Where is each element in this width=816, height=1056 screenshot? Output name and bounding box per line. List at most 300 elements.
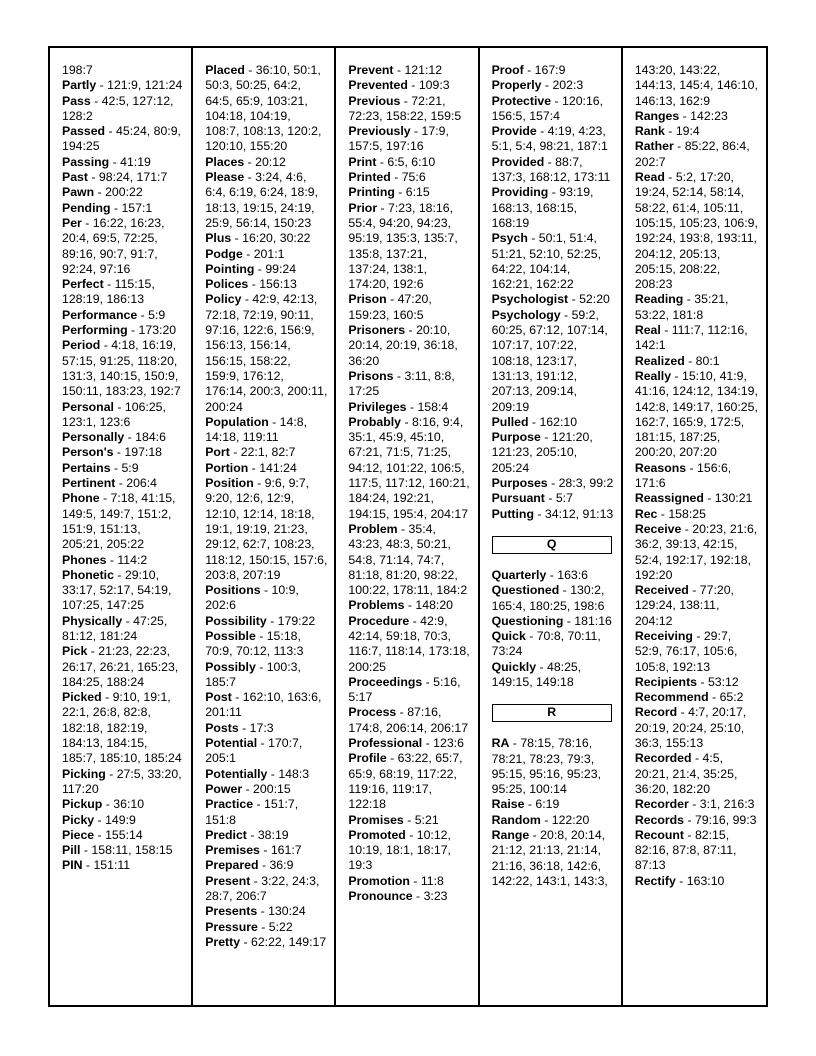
- index-entry: Phones - 114:2: [62, 552, 148, 567]
- index-entry: Printing - 6:15: [348, 185, 430, 200]
- index-entry: Polices - 156:13: [205, 277, 297, 292]
- index-term: Recorded: [634, 751, 692, 766]
- index-term: Pressure: [205, 919, 258, 934]
- index-term: Received: [634, 583, 689, 598]
- index-term: Potential: [205, 736, 258, 751]
- page-line-refs: 3:1, 216:3: [699, 797, 755, 812]
- index-term: Psychologist: [491, 292, 569, 307]
- page-line-refs: 114:2: [117, 552, 148, 567]
- index-entry: Reassigned - 130:21: [634, 491, 753, 506]
- index-entry: Posts - 17:3: [205, 720, 274, 735]
- page-line-refs: 4:18, 16:19, 57:15, 91:25, 118:20, 131:3, 140:15, 150:9, 150:11, 183:23, 192:7: [62, 338, 181, 399]
- page-line-refs: 21:23, 22:23, 26:17, 26:21, 165:23, 184:25, 188:24: [62, 644, 179, 689]
- page-line-refs: 143:20, 143:22, 144:13, 145:4, 146:10, 146:13, 162:9: [634, 63, 758, 108]
- index-term: Personally: [62, 430, 125, 445]
- index-entry: Received - 77:20, 129:24, 138:11, 204:12: [634, 583, 734, 628]
- index-entry: Positions - 10:9, 202:6: [205, 583, 299, 613]
- index-term: Purposes: [491, 476, 548, 491]
- page-line-refs: 151:11: [93, 858, 131, 873]
- index-entry: Providing - 93:19, 168:13, 168:15, 168:19: [491, 185, 594, 230]
- index-entry: Per - 16:22, 16:23, 20:4, 69:5, 72:25, 89:16, 90:7, 91:7, 92:24, 97:16: [62, 215, 165, 276]
- index-entry: Post - 162:10, 163:6, 201:11: [205, 690, 322, 720]
- index-term: Reassigned: [634, 491, 704, 506]
- index-term: Psychology: [491, 307, 561, 322]
- index-entry: [635, 63, 759, 109]
- page-line-refs: 28:3, 99:2: [558, 476, 614, 491]
- page-line-refs: 93:19, 168:13, 168:15, 168:19: [491, 185, 594, 230]
- page-line-refs: 10:9, 202:6: [205, 583, 299, 613]
- index-entry: [62, 63, 184, 78]
- index-entry: Profile - 63:22, 65:7, 65:9, 68:19, 117:22, 119:16, 119:17, 122:18: [348, 751, 463, 812]
- index-entry: Potentially - 148:3: [205, 766, 310, 781]
- index-term: Pretty: [205, 934, 241, 949]
- page-line-refs: 121:20, 121:23, 205:10, 205:24: [491, 430, 593, 475]
- page-line-refs: 42:9, 42:14, 59:18, 70:3, 116:7, 118:14, 173:18, 200:25: [348, 613, 470, 674]
- page-line-refs: 3:23: [423, 889, 448, 904]
- index-term: Reasons: [634, 460, 687, 475]
- index-term: Pursuant: [491, 491, 545, 506]
- page-line-refs: 173:20: [138, 323, 177, 338]
- page-line-refs: 47:20, 159:23, 160:5: [348, 292, 432, 322]
- index-term: Real: [634, 323, 661, 338]
- index-term: Printed: [348, 170, 391, 185]
- index-term: Person's: [62, 445, 114, 460]
- page-line-refs: 149:9: [105, 812, 136, 827]
- index-term: Provided: [491, 154, 545, 169]
- index-entry: Pawn - 200:22: [62, 185, 143, 200]
- page-line-refs: 53:12: [707, 674, 739, 689]
- page-line-refs: 9:6, 9:7, 9:20, 12:6, 12:9, 12:10, 12:14, 18:18, 19:1, 19:19, 21:23, 29:12, 62:7, 108:23, 118:12, 150:15, 157:6, 203:8, 207:19: [205, 476, 328, 582]
- page-line-refs: 16:20, 30:22: [242, 231, 311, 246]
- page-line-refs: 157:1: [121, 200, 153, 215]
- page-line-refs: 4:19, 4:23, 5:1, 5:4, 98:21, 187:1: [491, 124, 608, 154]
- index-entry: Questioned - 130:2, 165:4, 180:25, 198:6: [491, 583, 605, 613]
- page-line-refs: 5:2, 17:20, 19:24, 52:14, 58:14, 58:22, 61:4, 105:11, 105:15, 105:23, 106:9, 192:24, 193:8, 193:11, 204:12, 205:13, 205:15, 208:22, 208:23: [634, 170, 758, 292]
- index-entry: Quick - 70:8, 70:11, 73:24: [491, 629, 601, 659]
- index-entry: Placed - 36:10, 50:1, 50:3, 50:25, 64:2, 64:5, 65:9, 103:21, 104:18, 104:19, 108:7, 108:13, 120:2, 120:10, 155:20: [205, 63, 322, 154]
- index-term: Pointing: [205, 261, 255, 276]
- index-column-3: [336, 48, 479, 1005]
- index-entry: Proceedings - 5:16, 5:17: [348, 674, 461, 705]
- index-entry: Potential - 170:7, 205:1: [205, 736, 303, 766]
- index-entry: Pretty - 62:22, 149:17: [205, 934, 327, 949]
- page-line-refs: 6:15: [405, 185, 430, 200]
- page-line-refs: 201:1: [253, 246, 285, 261]
- page-line-refs: 10:12, 10:19, 18:1, 18:17, 19:3: [348, 827, 451, 873]
- index-entry: Recount - 82:15, 82:16, 87:8, 87:11, 87:13: [634, 827, 737, 873]
- page-line-refs: 72:21, 72:23, 158:22, 159:5: [348, 93, 462, 123]
- index-term: Putting: [491, 506, 534, 521]
- index-term: Procedure: [348, 613, 410, 628]
- index-entry: Previous - 72:21, 72:23, 158:22, 159:5: [348, 93, 462, 123]
- index-entry: Period - 4:18, 16:19, 57:15, 91:25, 118:20, 131:3, 140:15, 150:9, 150:11, 183:23, 192:7: [62, 338, 181, 399]
- index-entry: Rather - 85:22, 86:4, 202:7: [634, 139, 750, 169]
- index-entry: Pending - 157:1: [62, 200, 153, 215]
- index-term: Polices: [205, 277, 249, 292]
- page-line-refs: 6:5, 6:10: [387, 154, 436, 169]
- index-term: Passed: [62, 124, 106, 139]
- page-line-refs: 9:10, 19:1, 22:1, 26:8, 82:8, 182:18, 182:19, 184:13, 184:15, 185:7, 185:10, 185:24: [62, 690, 182, 766]
- index-entry: Purposes - 28:3, 99:2: [491, 476, 614, 491]
- index-entry: Practice - 151:7, 151:8: [205, 797, 299, 827]
- index-entry: Provide - 4:19, 4:23, 5:1, 5:4, 98:21, 187:1: [491, 124, 608, 154]
- page-line-refs: 11:8: [420, 873, 444, 888]
- page-line-refs: 7:23, 18:16, 55:4, 94:20, 94:23, 95:19, 135:3, 135:7, 135:8, 137:21, 137:24, 138:1, 174:20, 192:6: [348, 200, 458, 292]
- index-entry: Premises - 161:7: [205, 843, 302, 858]
- page-line-refs: 47:25, 81:12, 181:24: [62, 613, 168, 643]
- index-term: Perfect: [62, 277, 104, 292]
- page-line-refs: 88:7, 137:3, 168:12, 173:11: [491, 154, 611, 185]
- index-term: Pertinent: [62, 476, 116, 491]
- index-entry: Predict - 38:19: [205, 827, 289, 842]
- page-line-refs: 98:24, 171:7: [98, 170, 168, 185]
- page-line-refs: 48:25, 149:15, 149:18: [491, 659, 582, 689]
- index-term: Per: [62, 215, 82, 230]
- page-line-refs: 80:1: [695, 353, 720, 368]
- index-term: Random: [491, 812, 541, 827]
- index-term: Positions: [205, 583, 261, 598]
- index-term: Quick: [491, 629, 526, 644]
- index-term: Rectify: [634, 873, 676, 888]
- index-term: Prison: [348, 292, 387, 307]
- index-term: Quarterly: [491, 567, 547, 582]
- index-entry: Read - 5:2, 17:20, 19:24, 52:14, 58:14, 58:22, 61:4, 105:11, 105:15, 105:23, 106:9, 192:24, 193:8, 193:11, 204:12, 205:13, 205:15, 208:22, 208:23: [634, 170, 758, 292]
- index-term: Proof: [491, 63, 524, 77]
- page-line-refs: 62:22, 149:17: [251, 934, 327, 949]
- index-term: Recipients: [634, 674, 697, 689]
- index-term: Practice: [205, 797, 254, 812]
- index-entry: Pointing - 99:24: [205, 261, 297, 276]
- page-line-refs: 163:10: [686, 873, 725, 888]
- page-line-refs: 29:10, 33:17, 52:17, 54:19, 107:25, 147:25: [62, 567, 172, 613]
- index-entry: Policy - 42:9, 42:13, 72:18, 72:19, 90:11, 97:16, 122:6, 156:9, 156:13, 156:14, 156:15, 158:22, 159:9, 176:12, 176:14, 200:3, 200:11, 200:24: [205, 292, 328, 414]
- index-term: Pill: [62, 843, 81, 858]
- page-line-refs: 198:7: [62, 63, 93, 77]
- index-term: Professional: [348, 736, 423, 751]
- index-term: Physically: [62, 613, 123, 628]
- index-term: Possible: [205, 628, 256, 643]
- index-page-frame: [48, 46, 768, 1007]
- index-term: Problems: [348, 598, 405, 613]
- index-term: Reading: [634, 292, 684, 307]
- index-term: Pertains: [62, 460, 111, 475]
- page-line-refs: 158:11, 158:15: [91, 843, 173, 858]
- page-line-refs: 4:7, 20:17, 20:19, 20:24, 25:10, 36:3, 155:13: [634, 705, 747, 751]
- index-entry: Promises - 5:21: [348, 812, 439, 827]
- index-term: Promoted: [348, 827, 406, 842]
- index-term: Phone: [62, 491, 100, 506]
- page-line-refs: 34:12, 91:13: [544, 506, 614, 521]
- index-entry: Psychologist - 52:20: [491, 292, 610, 307]
- page-line-refs: 14:8, 14:18, 119:11: [205, 414, 308, 445]
- index-term: Period: [62, 338, 101, 353]
- index-entry: Purpose - 121:20, 121:23, 205:10, 205:24: [491, 430, 593, 475]
- page-line-refs: 155:14: [105, 827, 143, 842]
- index-term: Potentially: [205, 766, 268, 781]
- index-entry: Present - 3:22, 24:3, 28:7, 206:7: [205, 873, 320, 904]
- index-entry: PIN - 151:11: [62, 858, 131, 873]
- index-entry: Piece - 155:14: [62, 827, 143, 842]
- index-entry: Possibility - 179:22: [205, 613, 316, 628]
- page-line-refs: 156:6, 171:6: [634, 460, 732, 491]
- page-line-refs: 85:22, 86:4, 202:7: [634, 139, 750, 169]
- page-line-refs: 200:22: [105, 185, 143, 200]
- index-term: Pick: [62, 644, 88, 659]
- index-term: Records: [634, 812, 685, 827]
- index-entry: Places - 20:12: [205, 154, 286, 169]
- index-entry: Random - 122:20: [491, 812, 590, 827]
- index-entry: Recorder - 3:1, 216:3: [634, 797, 755, 812]
- index-term: Ranges: [634, 108, 680, 123]
- page-line-refs: 121:12: [404, 63, 443, 77]
- index-entry: Pronounce - 3:23: [348, 889, 448, 904]
- index-entry: Pass - 42:5, 127:12, 128:2: [62, 93, 174, 123]
- page-line-refs: 15:10, 41:9, 41:16, 124:12, 134:19, 142:8, 149:17, 160:25, 162:7, 165:9, 172:5, 181:15, 187:25, 200:20, 207:20: [634, 368, 758, 460]
- page-line-refs: 158:25: [668, 506, 706, 521]
- index-entry: Professional - 123:6: [348, 736, 464, 751]
- page-line-refs: 45:24, 80:9, 194:25: [62, 124, 181, 154]
- page-line-refs: 4:5, 20:21, 21:4, 35:25, 36:20, 182:20: [634, 751, 738, 796]
- page-line-refs: 130:24: [268, 904, 306, 919]
- page-line-refs: 52:20: [579, 292, 610, 307]
- index-entry: Past - 98:24, 171:7: [62, 170, 168, 185]
- index-entry: Process - 87:16, 174:8, 206:14, 206:17: [348, 705, 469, 735]
- index-term: Pickup: [62, 797, 103, 812]
- index-term: Picking: [62, 766, 106, 781]
- index-entry: Previously - 17:9, 157:5, 197:16: [348, 124, 449, 154]
- index-term: Questioning: [491, 613, 564, 628]
- index-term: Present: [205, 873, 251, 888]
- page-line-refs: 109:3: [418, 78, 450, 93]
- index-term: Power: [205, 781, 243, 796]
- index-entry: Passing - 41:19: [62, 154, 151, 169]
- index-term: Prepared: [205, 858, 259, 873]
- index-entry: Rank - 19:4: [634, 124, 700, 139]
- index-entry: Power - 200:15: [205, 781, 291, 796]
- index-entry: Podge - 201:1: [205, 246, 285, 261]
- index-entry: Prison - 47:20, 159:23, 160:5: [348, 292, 432, 322]
- page-line-refs: 141:24: [259, 460, 297, 475]
- index-entry: Rec - 158:25: [634, 506, 706, 521]
- index-entry: Printed - 75:6: [348, 170, 426, 185]
- index-entry: Person's - 197:18: [62, 445, 163, 460]
- page-line-refs: 142:23: [690, 108, 728, 123]
- page-line-refs: 15:18, 70:9, 70:12, 113:3: [205, 628, 304, 659]
- index-term: Probably: [348, 414, 402, 429]
- index-term: Prevent: [348, 63, 394, 77]
- page-line-refs: 17:3: [249, 720, 274, 735]
- index-entry: Prisons - 3:11, 8:8, 17:25: [348, 368, 455, 399]
- index-entry: Plus - 16:20, 30:22: [205, 231, 311, 246]
- index-term: Please: [205, 170, 245, 185]
- index-term: Privileges: [348, 399, 407, 414]
- index-entry: Prevent - 121:12: [348, 63, 443, 77]
- index-entry: Pertains - 5:9: [62, 460, 139, 475]
- index-term: Premises: [205, 843, 260, 858]
- index-term: Picky: [62, 812, 95, 827]
- index-term: Previous: [348, 93, 401, 108]
- index-entry: Promoted - 10:12, 10:19, 18:1, 18:17, 19:3: [348, 827, 451, 873]
- page-line-refs: 162:10, 163:6, 201:11: [205, 690, 322, 720]
- page-line-refs: 106:25, 123:1, 123:6: [62, 399, 166, 429]
- page-line-refs: 111:7, 112:16, 142:1: [634, 323, 748, 353]
- page-line-refs: 20:8, 20:14, 21:12, 21:13, 21:14, 21:16, 36:18, 142:6, 142:22, 143:1, 143:3,: [491, 828, 608, 888]
- index-term: Personal: [62, 399, 114, 414]
- page-line-refs: 6:19: [535, 797, 560, 812]
- index-entry: Problem - 35:4, 43:23, 48:3, 50:21, 54:8, 71:14, 74:7, 81:18, 81:20, 98:22, 100:22, 178:11, 184:2: [348, 521, 468, 598]
- index-entry: Raise - 6:19: [491, 797, 560, 812]
- index-term: Recommend: [634, 690, 709, 705]
- page-line-refs: 158:4: [417, 399, 449, 414]
- index-term: Receiving: [634, 628, 693, 643]
- index-entry: Receiving - 29:7, 52:9, 76:17, 105:6, 105:8, 192:13: [634, 628, 738, 674]
- index-entry: Records - 79:16, 99:3: [634, 812, 757, 827]
- page-line-refs: 5:9: [121, 460, 139, 475]
- index-term: RA: [491, 736, 510, 751]
- page-line-refs: 163:6: [557, 567, 589, 582]
- page-line-refs: 7:18, 41:15, 149:5, 149:7, 151:2, 151:9, 151:13, 205:21, 205:22: [62, 491, 176, 552]
- page-line-refs: 156:13: [259, 277, 297, 292]
- page-line-refs: 197:18: [124, 445, 163, 460]
- index-entry: Really - 15:10, 41:9, 41:16, 124:12, 134:19, 142:8, 149:17, 160:25, 162:7, 165:9, 172:5, 181:15, 187:25, 200:20, 207:20: [634, 368, 758, 460]
- index-entry: Passed - 45:24, 80:9, 194:25: [62, 124, 181, 154]
- page-line-refs: 151:7, 151:8: [205, 797, 299, 827]
- index-entry: Possibly - 100:3, 185:7: [205, 659, 301, 689]
- index-term: Pending: [62, 200, 111, 215]
- index-term: Portion: [205, 460, 249, 475]
- index-term: Prisons: [348, 368, 394, 383]
- page-line-refs: 130:2, 165:4, 180:25, 198:6: [491, 583, 605, 613]
- page-line-refs: 167:9: [534, 63, 566, 77]
- index-entry: Physically - 47:25, 81:12, 181:24: [62, 613, 168, 643]
- index-term: Printing: [348, 185, 395, 200]
- page-line-refs: 22:1, 82:7: [240, 445, 296, 460]
- index-entry: Questioning - 181:16: [491, 613, 612, 628]
- index-entry: Pressure - 5:22: [205, 919, 293, 934]
- index-entry: Prior - 7:23, 18:16, 55:4, 94:20, 94:23, 95:19, 135:3, 135:7, 135:8, 137:21, 137:24, 138:1, 174:20, 192:6: [348, 200, 458, 292]
- index-entry: Reasons - 156:6, 171:6: [634, 460, 732, 491]
- index-term: Population: [205, 414, 269, 429]
- page-line-refs: 123:6: [433, 736, 464, 751]
- index-entry: Pill - 158:11, 158:15: [62, 843, 173, 858]
- index-entry: Print - 6:5, 6:10: [348, 154, 436, 169]
- index-term: Policy: [205, 292, 242, 307]
- index-entry: Recommend - 65:2: [634, 690, 744, 705]
- index-term: Questioned: [491, 583, 560, 598]
- index-term: Places: [205, 154, 245, 169]
- page-line-refs: 70:8, 70:11, 73:24: [491, 629, 601, 659]
- index-term: Rank: [634, 124, 665, 139]
- page-line-refs: 161:7: [270, 843, 302, 858]
- index-entry: Presents - 130:24: [205, 904, 306, 919]
- index-term: Previously: [348, 124, 411, 139]
- index-entry: Performance - 5:9: [62, 307, 166, 322]
- page-line-refs: 5:16, 5:17: [348, 674, 461, 705]
- index-entry: Pertinent - 206:4: [62, 476, 158, 491]
- index-entry: Picky - 149:9: [62, 812, 136, 827]
- index-entry: Prevented - 109:3: [348, 78, 450, 93]
- page-line-refs: 27:5, 33:20, 117:20: [62, 766, 182, 796]
- index-term: Realized: [634, 353, 685, 368]
- index-term: Recount: [634, 827, 685, 842]
- index-term: Protective: [491, 93, 552, 108]
- page-line-refs: 20:23, 21:6, 36:2, 39:13, 42:15, 52:4, 192:17, 192:18, 192:20: [634, 521, 758, 582]
- page-line-refs: 206:4: [126, 476, 158, 491]
- index-term: Plus: [205, 231, 232, 246]
- index-term: Psych: [491, 231, 528, 246]
- index-entry: Perfect - 115:15, 128:19, 186:13: [62, 277, 155, 307]
- page-line-refs: 5:21: [414, 812, 439, 827]
- index-term: Passing: [62, 154, 110, 169]
- page-line-refs: 120:16, 156:5, 157:4: [491, 93, 604, 123]
- index-term: Profile: [348, 751, 387, 766]
- page-line-refs: 29:7, 52:9, 76:17, 105:6, 105:8, 192:13: [634, 628, 738, 674]
- page-line-refs: 170:7, 205:1: [205, 736, 303, 766]
- index-entry: Phonetic - 29:10, 33:17, 52:17, 54:19, 107:25, 147:25: [62, 567, 172, 613]
- index-entry: Pickup - 36:10: [62, 797, 145, 812]
- index-term: Pulled: [491, 414, 529, 429]
- index-term: Raise: [491, 797, 525, 812]
- page-line-refs: 42:9, 42:13, 72:18, 72:19, 90:11, 97:16, 122:6, 156:9, 156:13, 156:14, 156:15, 158:22, 159:9, 176:12, 176:14, 200:3, 200:11, 200:24: [205, 292, 328, 414]
- index-term: Properly: [491, 78, 542, 93]
- page-line-refs: 202:3: [552, 78, 584, 93]
- section-letter-r: R: [492, 704, 612, 722]
- index-entry: Population - 14:8, 14:18, 119:11: [205, 414, 308, 445]
- index-column-1: [50, 48, 193, 1005]
- index-entry: Probably - 8:16, 9:4, 35:1, 45:9, 45:10, 67:21, 71:5, 71:25, 94:12, 101:22, 106:5, 117:5, 117:12, 160:21, 184:24, 192:21, 194:15, 195:4, 204:17: [348, 414, 470, 521]
- index-term: Problem: [348, 521, 398, 536]
- index-term: Read: [634, 170, 665, 185]
- index-entry: Pick - 21:23, 22:23, 26:17, 26:21, 165:23, 184:25, 188:24: [62, 644, 179, 689]
- index-entry: Range - 20:8, 20:14, 21:12, 21:13, 21:14, 21:16, 36:18, 142:6, 142:22, 143:1, 143:3,: [491, 828, 608, 888]
- index-term: Partly: [62, 78, 97, 93]
- page-line-refs: 59:2, 60:25, 67:12, 107:14, 107:17, 107:22, 108:18, 123:17, 131:13, 191:12, 207:13, 209:14, 209:19: [491, 307, 608, 414]
- page-line-refs: 3:11, 8:8, 17:25: [348, 368, 455, 399]
- index-term: Providing: [491, 185, 549, 200]
- index-entry: Receive - 20:23, 21:6, 36:2, 39:13, 42:15, 52:4, 192:17, 192:18, 192:20: [634, 521, 758, 582]
- index-term: Pass: [62, 93, 91, 108]
- index-entry: Quarterly - 163:6: [491, 567, 589, 582]
- index-term: Podge: [205, 246, 243, 261]
- page-line-refs: 115:15, 128:19, 186:13: [62, 277, 155, 307]
- index-entry: RA - 78:15, 78:16, 78:21, 78:23, 79:3, 95:15, 95:16, 95:23, 95:25, 100:14: [491, 736, 602, 797]
- page-line-refs: 79:16, 99:3: [694, 812, 757, 827]
- page-line-refs: 77:20, 129:24, 138:11, 204:12: [634, 583, 734, 628]
- index-term: Prevented: [348, 78, 408, 93]
- page-line-refs: 16:22, 16:23, 20:4, 69:5, 72:25, 89:16, 90:7, 91:7, 92:24, 97:16: [62, 215, 165, 276]
- index-entry: Portion - 141:24: [205, 460, 297, 475]
- index-term: Past: [62, 170, 88, 185]
- page-line-refs: 100:3, 185:7: [205, 659, 301, 689]
- index-term: Pronounce: [348, 889, 413, 904]
- page-line-refs: 181:16: [574, 613, 612, 628]
- index-entry: Promotion - 11:8: [348, 873, 444, 888]
- index-column-4: [480, 48, 623, 1005]
- index-term: Performance: [62, 307, 138, 322]
- page-line-refs: 200:15: [253, 781, 291, 796]
- index-entry: Realized - 80:1: [634, 353, 720, 368]
- page-line-refs: 20:10, 20:14, 20:19, 36:18, 36:20: [348, 323, 458, 368]
- index-column-5: [623, 48, 766, 1005]
- index-term: Promotion: [348, 873, 410, 888]
- index-entry: Phone - 7:18, 41:15, 149:5, 149:7, 151:2, 151:9, 151:13, 205:21, 205:22: [62, 491, 176, 552]
- index-entry: Reading - 35:21, 53:22, 181:8: [634, 292, 729, 322]
- page-line-refs: 19:4: [675, 124, 700, 139]
- index-entry: Personal - 106:25, 123:1, 123:6: [62, 399, 166, 429]
- page-line-refs: 36:10: [113, 797, 145, 812]
- index-entry: Protective - 120:16, 156:5, 157:4: [491, 93, 604, 123]
- index-term: PIN: [62, 858, 83, 873]
